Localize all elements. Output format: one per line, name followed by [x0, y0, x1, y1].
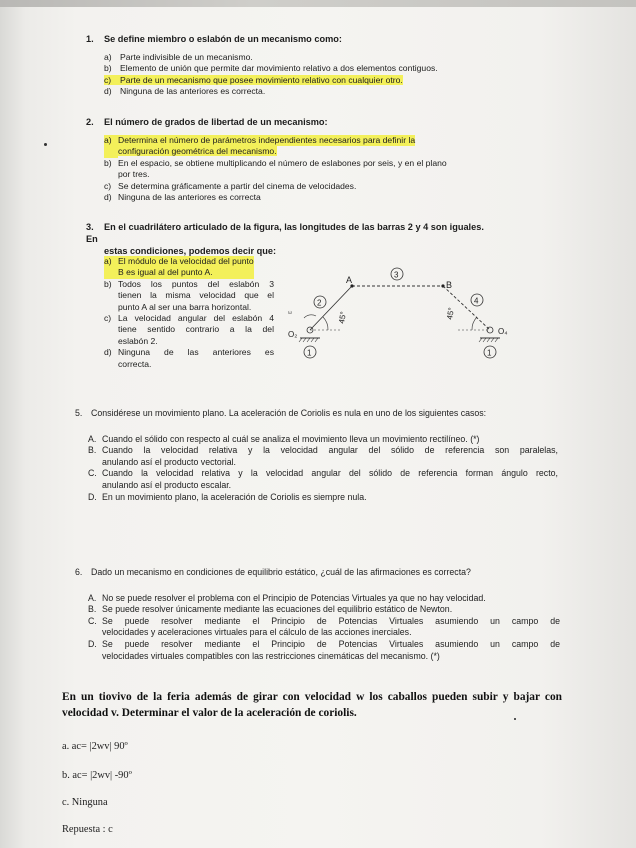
question-2-title: 2. El número de grados de libertad de un mecanismo:	[86, 117, 328, 127]
q3-option-b: b) Todos los puntos del eslabón 3 tienen la misma velocidad que el punto A al ser una barra horizontal.	[104, 278, 274, 312]
q6-option-a: A. No se puede resolver el problema con el Principio de Potencias Virtuales ya que no hay velocidad.	[88, 592, 486, 603]
question-1-options	[104, 52, 586, 98]
question-6-title: 6. Dado un mecanismo en condiciones de equilibrio estático, ¿cuál de las afirmaciones es correcta?	[75, 567, 471, 577]
question-3-title: 3. En el cuadrilátero articulado de la figura, las longitudes de las barras 2 y 4 son iguales. En estas condiciones, podemos decir que:	[86, 222, 484, 256]
top-edge-strip	[0, 0, 636, 7]
q6-option-c: C. Se puede resolver mediante el Principio de Potencias Virtuales asumiendo un campo de velocidades y aceleraciones virtuales para el cálculo de las acciones inerciales.	[88, 615, 560, 638]
question-2-options	[104, 135, 484, 203]
angle-label-right: 45°	[445, 306, 457, 321]
ground-left-label: 1	[307, 348, 312, 358]
point-a-label: A	[346, 275, 353, 285]
q3-option-a: a) El módulo de la velocidad del punto B es igual al del punto A.	[104, 256, 254, 278]
pivot-o4-label: O₄	[498, 327, 508, 336]
angle-arc-left	[323, 317, 328, 330]
q1-option-a: a) Parte indivisible de un mecanismo.	[104, 52, 253, 62]
link-2-label: 2	[317, 298, 322, 308]
omega-label: ω	[288, 310, 292, 316]
q5-option-b: B. Cuando la velocidad relativa y la velocidad angular del sólido de referencia son paralelas, anulando así el producto vectorial.	[88, 445, 558, 467]
q1-option-b: b) Elemento de unión que permite dar movimiento relativo a dos elementos contiguos.	[104, 63, 438, 74]
angle-label-left: 45°	[337, 310, 349, 325]
question-6	[75, 567, 595, 662]
q7-option-a: a. ac= |2wv| 90º	[62, 741, 128, 752]
omega-arrow	[304, 315, 316, 318]
question-5-options	[88, 434, 558, 504]
q2-option-d: d) Ninguna de las anteriores es correcta	[104, 192, 261, 203]
q5-option-c: C. Cuando la velocidad relativa y la velocidad angular del sólido de referencia forman ángulo recto, anulando así el producto escalar.	[88, 468, 558, 490]
point-b-dot	[441, 284, 444, 287]
q6-option-d: D. Se puede resolver mediante el Principio de Potencias Virtuales asumiendo un campo de velocidades virtuales compatibles con las restricciones cinemáticas del mecanismo. (*)	[88, 638, 560, 661]
q6-option-b: B. Se puede resolver únicamente mediante las ecuaciones del equilibrio estático de Newton.	[88, 604, 453, 615]
ground-right-label: 1	[487, 348, 492, 358]
q2-option-a: a) Determina el número de parámetros independientes necesarios para definir la configuración geométrica del mecanismo.	[104, 135, 416, 157]
q7-option-c: c. Ninguna	[62, 797, 108, 808]
question-5	[75, 408, 595, 503]
point-b-label: B	[446, 280, 453, 290]
question-1	[86, 33, 586, 98]
link-4-label: 4	[474, 296, 479, 306]
q5-option-d: D. En un movimiento plano, la aceleración de Coriolis es siempre nula.	[88, 491, 367, 502]
q1-option-c: c) Parte de un mecanismo que posee movimiento relativo con cualquier otro.	[104, 74, 403, 85]
question-5-title: 5. Considérese un movimiento plano. La aceleración de Coriolis es nula en uno de los siguientes casos:	[75, 408, 487, 418]
pivot-o2-label: O₂	[288, 330, 298, 339]
question-6-options	[88, 593, 560, 663]
question-7: En un tiovivo de la feria además de girar con velocidad w los caballos pueden subir y bajar con velocidad v. Determinar el valor de la aceleración de coriolis.	[62, 691, 562, 719]
angle-arc-right	[472, 317, 477, 330]
stray-mark	[514, 718, 516, 720]
link-3-label: 3	[394, 270, 399, 280]
q5-option-a: A. Cuando el sólido con respecto al cuál se analiza el movimiento lleva un movimiento rectilíneo. (*)	[88, 433, 480, 444]
q3-option-d: d) Ninguna de las anteriores es correcta.	[104, 347, 274, 369]
question-2	[86, 116, 586, 203]
four-bar-linkage-figure	[280, 262, 530, 372]
q3-option-c: c) La velocidad angular del eslabón 4 tiene sentido contrario a la del eslabón 2.	[104, 313, 274, 346]
margin-dot	[44, 143, 47, 146]
q2-option-b: b) En el espacio, se obtiene multiplicando el número de eslabones por seis, y en el plano por tres.	[104, 157, 447, 180]
q7-option-b: b. ac= |2wv| -90º	[62, 770, 132, 781]
question-1-title: 1. Se define miembro o eslabón de un mecanismo como:	[86, 34, 342, 44]
question-3-options	[104, 256, 274, 370]
q2-option-c: c) Se determina gráficamente a partir del cinema de velocidades.	[104, 180, 357, 191]
q7-answer: Repuesta : c	[62, 824, 113, 835]
question-3	[86, 221, 486, 257]
q1-option-d: d) Ninguna de las anteriores es correcta.	[104, 86, 266, 97]
